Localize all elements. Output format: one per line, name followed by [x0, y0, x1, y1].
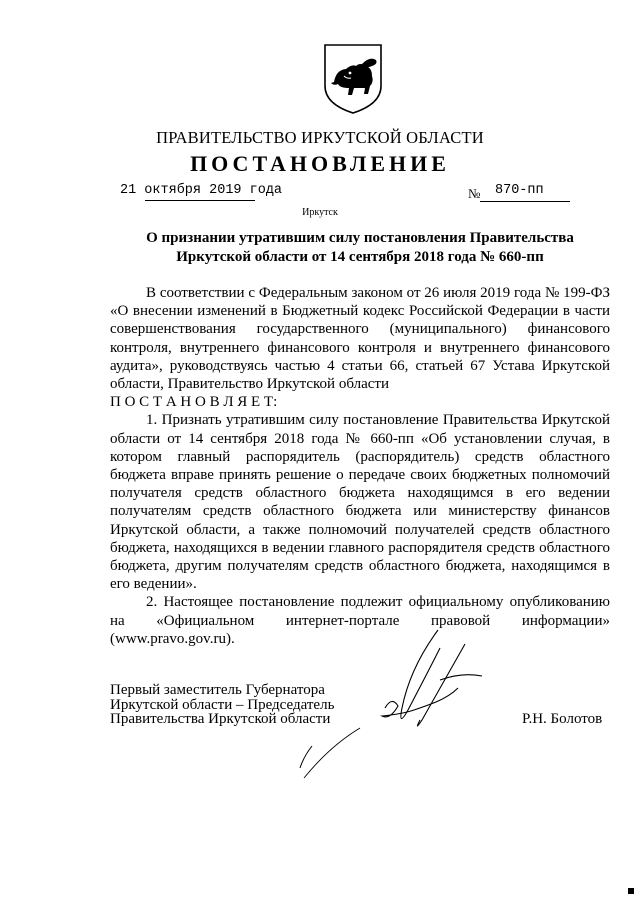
date-underline	[145, 200, 255, 201]
corner-mark	[628, 888, 634, 894]
number-sign: №	[468, 186, 481, 201]
irkutsk-coat-of-arms-icon	[322, 42, 384, 116]
resolves-line: П О С Т А Н О В Л Я Е Т:	[110, 394, 278, 411]
document-date: 21 октября 2019 года	[120, 183, 283, 198]
heading-line-1: О признании утратившим силу постановления Правительства	[146, 230, 574, 246]
document-heading	[120, 229, 600, 267]
government-name: ПРАВИТЕЛЬСТВО ИРКУТСКОЙ ОБЛАСТИ	[156, 128, 484, 147]
document-title: ПОСТАНОВЛЕНИЕ	[190, 151, 450, 176]
document-city: Иркутск	[302, 207, 338, 218]
handwritten-signature-icon	[290, 628, 500, 783]
number-underline	[480, 201, 570, 202]
document-number: 870-пп	[495, 183, 544, 198]
preamble-paragraph: В соответствии с Федеральным законом от 26 июля 2019 года № 199-ФЗ «О внесении изменений в Бюджетный кодекс Российской Федерации в части совершенствования государственного (муниципального) финансового контроля, внутреннего финансового контроля и внутреннего финансового аудита», руководствуясь частью 4 статьи 66, статьей 67 Устава Иркутской области, Правительство Иркутской области	[110, 285, 610, 393]
heading-line-2: Иркутской области от 14 сентября 2018 года № 660-пп	[176, 249, 544, 265]
item-2-paragraph: 2. Настоящее постановление подлежит официальному опубликованию на «Официальном интернет-портале правовой информации» (www.pravo.gov.ru).	[110, 594, 610, 647]
item-1-paragraph: 1. Признать утратившим силу постановление Правительства Иркутской области от 14 сентября 2018 года № 660-пп «Об установлении случая, в котором главный распорядитель (распорядитель) средств областного бюджета вправе принять решение о передаче своих бюджетных полномочий получателя средств областного бюджета находящимся в его ведении получателям средств областного бюджета или министерству финансов Иркутской области, а также полномочий получателей средств областного бюджета, находящихся в ведении главного распорядителя средств областного бюджета, другим получателям средств областного бюджета, находящимся в его ведении».	[110, 412, 610, 593]
signatory-title-line-1: Первый заместитель Губернатора	[110, 682, 325, 698]
signatory-title-line-2: Иркутской области – Председатель	[110, 696, 335, 713]
signer-name: Р.Н. Болотов	[522, 711, 603, 727]
signatory-title-line-3: Правительства Иркутской области	[110, 711, 331, 727]
document-body	[110, 284, 610, 648]
